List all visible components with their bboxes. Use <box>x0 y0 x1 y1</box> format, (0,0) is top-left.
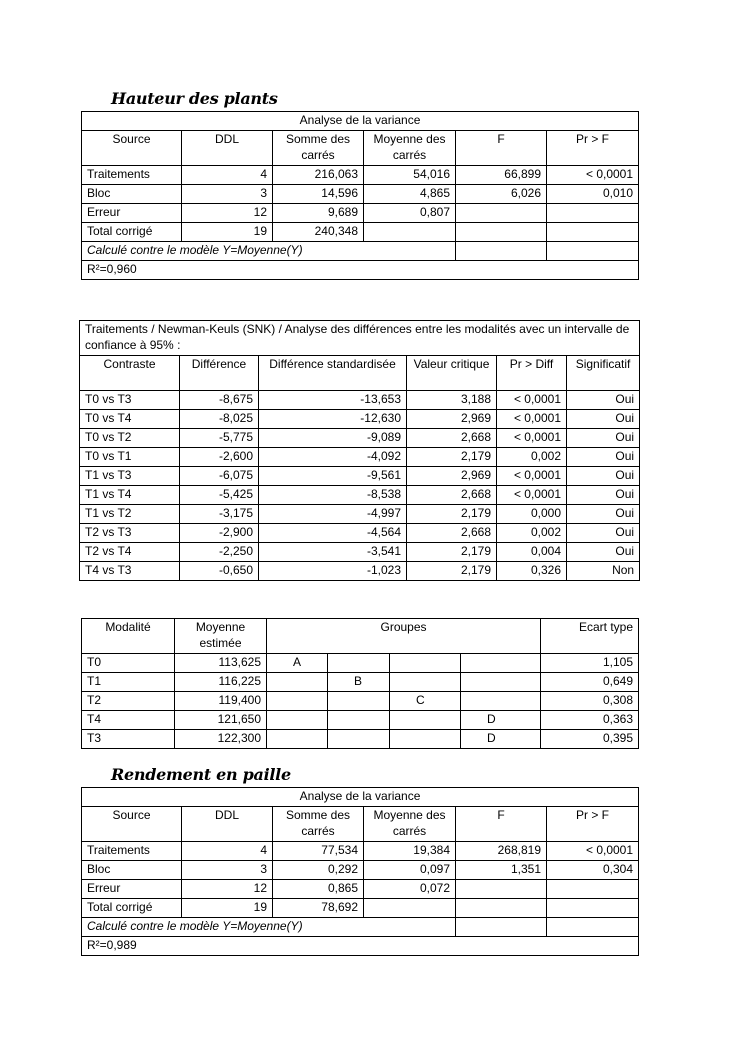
table-cell: < 0,0001 <box>497 410 567 429</box>
column-header: Source <box>82 131 182 166</box>
table-cell: -5,775 <box>180 429 259 448</box>
r2-row <box>82 937 639 956</box>
table-cell: -8,025 <box>180 410 259 429</box>
table-row <box>82 880 639 899</box>
row-label: Total corrigé <box>82 223 182 242</box>
table-cell: 14,596 <box>273 185 364 204</box>
column-header: Ecart type <box>541 619 639 654</box>
table-cell: -2,900 <box>180 524 259 543</box>
table-cell <box>364 899 456 918</box>
table-row <box>80 543 640 562</box>
table-cell: 4 <box>182 842 273 861</box>
group-letter <box>461 673 541 692</box>
table-cell: 0,000 <box>497 505 567 524</box>
table-row <box>82 204 639 223</box>
table-cell: 2,969 <box>407 410 497 429</box>
modality-label: T4 <box>82 711 175 730</box>
table-cell: 3 <box>182 861 273 880</box>
table-row <box>80 486 640 505</box>
table-row <box>80 410 640 429</box>
table-cell: 0,010 <box>547 185 639 204</box>
table-row <box>80 448 640 467</box>
table-cell: 2,668 <box>407 429 497 448</box>
table-cell: Oui <box>567 467 640 486</box>
table-cell: 6,026 <box>456 185 547 204</box>
table-cell <box>456 204 547 223</box>
table-cell: -9,089 <box>259 429 407 448</box>
row-label: T1 vs T3 <box>80 467 180 486</box>
table-cell: 2,179 <box>407 543 497 562</box>
row-label: Traitements <box>82 166 182 185</box>
modality-label: T3 <box>82 730 175 749</box>
table-cell: 0,002 <box>497 448 567 467</box>
table-row <box>82 654 639 673</box>
table-row <box>82 730 639 749</box>
column-header: Modalité <box>82 619 175 654</box>
column-header: DDL <box>182 807 273 842</box>
table-cell: 2,969 <box>407 467 497 486</box>
table-cell: 2,179 <box>407 505 497 524</box>
table-cell: 1,351 <box>456 861 547 880</box>
group-letter: A <box>267 654 328 673</box>
table-cell: -5,425 <box>180 486 259 505</box>
group-letter <box>328 730 390 749</box>
table-cell: Oui <box>567 410 640 429</box>
table-cell: -9,561 <box>259 467 407 486</box>
table-row <box>82 692 639 711</box>
table-row <box>80 391 640 410</box>
column-header: DDL <box>182 131 273 166</box>
table-cell: 0,807 <box>364 204 456 223</box>
table-cell: < 0,0001 <box>497 486 567 505</box>
column-header: Pr > F <box>547 807 639 842</box>
row-label: Bloc <box>82 861 182 880</box>
table-cell <box>547 899 639 918</box>
row-label: T1 vs T4 <box>80 486 180 505</box>
table-cell: -8,538 <box>259 486 407 505</box>
table-cell: 19,384 <box>364 842 456 861</box>
modality-label: T1 <box>82 673 175 692</box>
column-header: Source <box>82 807 182 842</box>
note-row <box>82 918 639 937</box>
empty-cell <box>456 242 547 261</box>
table-cell: -4,092 <box>259 448 407 467</box>
table-cell: 4,865 <box>364 185 456 204</box>
table-title: Analyse de la variance <box>82 112 639 131</box>
snk-table <box>79 320 640 581</box>
table-title: Traitements / Newman-Keuls (SNK) / Analyse des différences entre les modalités avec un intervalle de confiance à 95% : <box>80 321 640 356</box>
estimated-mean: 121,650 <box>175 711 267 730</box>
table-cell: 12 <box>182 204 273 223</box>
column-header: Différence standardisée <box>259 356 407 391</box>
group-letter <box>267 692 328 711</box>
group-letter <box>461 692 541 711</box>
table-cell: Non <box>567 562 640 581</box>
table-cell: 240,348 <box>273 223 364 242</box>
group-letter <box>390 711 461 730</box>
column-header: Différence <box>180 356 259 391</box>
table-cell: 0,004 <box>497 543 567 562</box>
column-header: Pr > F <box>547 131 639 166</box>
row-label: T0 vs T4 <box>80 410 180 429</box>
table-cell: -3,541 <box>259 543 407 562</box>
r-squared: R²=0,989 <box>82 937 639 956</box>
table-cell: < 0,0001 <box>547 166 639 185</box>
group-letter <box>328 654 390 673</box>
estimated-mean: 122,300 <box>175 730 267 749</box>
table-cell: 19 <box>182 223 273 242</box>
table-cell: 9,689 <box>273 204 364 223</box>
table-cell: 3,188 <box>407 391 497 410</box>
table-title-row <box>82 112 639 131</box>
empty-cell <box>547 918 639 937</box>
table-cell: -12,630 <box>259 410 407 429</box>
header-row <box>80 356 640 391</box>
table-cell: 0,865 <box>273 880 364 899</box>
table-cell: 77,534 <box>273 842 364 861</box>
table-cell: < 0,0001 <box>497 391 567 410</box>
table-cell: -2,250 <box>180 543 259 562</box>
modality-label: T0 <box>82 654 175 673</box>
modality-label: T2 <box>82 692 175 711</box>
table-cell <box>364 223 456 242</box>
row-label: T0 vs T3 <box>80 391 180 410</box>
table-cell: 0,304 <box>547 861 639 880</box>
header-row <box>82 131 639 166</box>
table-cell: < 0,0001 <box>497 467 567 486</box>
table-cell: -13,653 <box>259 391 407 410</box>
table-cell: 2,668 <box>407 486 497 505</box>
section-heading-rendement: Rendement en paille <box>111 765 291 784</box>
table-cell: Oui <box>567 543 640 562</box>
table-row <box>80 562 640 581</box>
table-cell: 54,016 <box>364 166 456 185</box>
table-cell: -8,675 <box>180 391 259 410</box>
table-cell <box>456 880 547 899</box>
table-cell: -4,997 <box>259 505 407 524</box>
table-cell: 2,668 <box>407 524 497 543</box>
estimated-mean: 119,400 <box>175 692 267 711</box>
row-label: T2 vs T3 <box>80 524 180 543</box>
snk-body <box>80 391 640 581</box>
column-header: F <box>456 131 547 166</box>
column-header: Somme des carrés <box>273 131 364 166</box>
column-header: Contraste <box>80 356 180 391</box>
table-title: Analyse de la variance <box>82 788 639 807</box>
table-row <box>82 842 639 861</box>
table-cell <box>547 204 639 223</box>
header-row <box>82 807 639 842</box>
standard-deviation: 1,105 <box>541 654 639 673</box>
anova-table-hauteur <box>81 111 639 280</box>
table-cell: 12 <box>182 880 273 899</box>
row-label: T2 vs T4 <box>80 543 180 562</box>
table-cell: -4,564 <box>259 524 407 543</box>
group-letter: B <box>328 673 390 692</box>
table-cell: 0,292 <box>273 861 364 880</box>
table-cell: 0,072 <box>364 880 456 899</box>
column-header: Valeur critique <box>407 356 497 391</box>
table-cell: -2,600 <box>180 448 259 467</box>
r2-row <box>82 261 639 280</box>
table-cell: -6,075 <box>180 467 259 486</box>
table-cell: Oui <box>567 429 640 448</box>
table-row <box>82 861 639 880</box>
table-cell: -0,650 <box>180 562 259 581</box>
section-heading-hauteur: Hauteur des plants <box>111 89 278 108</box>
table-cell: 19 <box>182 899 273 918</box>
column-header: Pr > Diff <box>497 356 567 391</box>
table-cell: 66,899 <box>456 166 547 185</box>
table-cell: 78,692 <box>273 899 364 918</box>
table-cell: < 0,0001 <box>497 429 567 448</box>
table-cell: 2,179 <box>407 448 497 467</box>
group-letter <box>328 692 390 711</box>
group-letter <box>267 711 328 730</box>
column-header: Significatif <box>567 356 640 391</box>
row-label: Traitements <box>82 842 182 861</box>
estimated-mean: 116,225 <box>175 673 267 692</box>
estimated-mean: 113,625 <box>175 654 267 673</box>
column-header: Somme des carrés <box>273 807 364 842</box>
table-cell: < 0,0001 <box>547 842 639 861</box>
table-row <box>82 711 639 730</box>
table-cell: 0,326 <box>497 562 567 581</box>
table-row <box>80 467 640 486</box>
column-header: Groupes <box>267 619 541 654</box>
group-letter <box>267 673 328 692</box>
table-cell <box>456 899 547 918</box>
row-label: Total corrigé <box>82 899 182 918</box>
column-header: Moyenne estimée <box>175 619 267 654</box>
group-letter <box>267 730 328 749</box>
anova-body <box>82 166 639 242</box>
standard-deviation: 0,649 <box>541 673 639 692</box>
group-letter <box>390 673 461 692</box>
model-note: Calculé contre le modèle Y=Moyenne(Y) <box>82 918 456 937</box>
table-row <box>82 899 639 918</box>
group-letter <box>328 711 390 730</box>
table-cell: Oui <box>567 524 640 543</box>
anova-body <box>82 842 639 918</box>
table-row <box>80 429 640 448</box>
row-label: T0 vs T1 <box>80 448 180 467</box>
row-label: T4 vs T3 <box>80 562 180 581</box>
empty-cell <box>456 918 547 937</box>
table-row <box>80 524 640 543</box>
table-cell: Oui <box>567 505 640 524</box>
group-letter <box>390 730 461 749</box>
table-row <box>82 223 639 242</box>
table-cell: Oui <box>567 448 640 467</box>
model-note: Calculé contre le modèle Y=Moyenne(Y) <box>82 242 456 261</box>
standard-deviation: 0,395 <box>541 730 639 749</box>
table-cell: Oui <box>567 391 640 410</box>
empty-cell <box>547 242 639 261</box>
row-label: Erreur <box>82 204 182 223</box>
table-cell <box>456 223 547 242</box>
row-label: Bloc <box>82 185 182 204</box>
note-row <box>82 242 639 261</box>
table-cell: 2,179 <box>407 562 497 581</box>
r-squared: R²=0,960 <box>82 261 639 280</box>
table-title-row <box>80 321 640 356</box>
row-label: T0 vs T2 <box>80 429 180 448</box>
row-label: Erreur <box>82 880 182 899</box>
group-letter: D <box>461 730 541 749</box>
table-cell: Oui <box>567 486 640 505</box>
group-letter <box>461 654 541 673</box>
table-cell <box>547 880 639 899</box>
table-cell: 0,097 <box>364 861 456 880</box>
group-letter <box>390 654 461 673</box>
groups-table <box>81 618 639 749</box>
standard-deviation: 0,308 <box>541 692 639 711</box>
table-cell: -1,023 <box>259 562 407 581</box>
column-header: F <box>456 807 547 842</box>
row-label: T1 vs T2 <box>80 505 180 524</box>
table-cell: 216,063 <box>273 166 364 185</box>
group-letter: D <box>461 711 541 730</box>
table-row <box>82 185 639 204</box>
table-row <box>82 673 639 692</box>
anova-table-rendement <box>81 787 639 956</box>
groups-body <box>82 654 639 749</box>
column-header: Moyenne des carrés <box>364 131 456 166</box>
header-row <box>82 619 639 654</box>
table-cell: -3,175 <box>180 505 259 524</box>
table-row <box>80 505 640 524</box>
table-cell: 268,819 <box>456 842 547 861</box>
table-cell <box>547 223 639 242</box>
group-letter: C <box>390 692 461 711</box>
table-cell: 0,002 <box>497 524 567 543</box>
column-header: Moyenne des carrés <box>364 807 456 842</box>
table-row <box>82 166 639 185</box>
table-cell: 3 <box>182 185 273 204</box>
standard-deviation: 0,363 <box>541 711 639 730</box>
table-title-row <box>82 788 639 807</box>
table-cell: 4 <box>182 166 273 185</box>
